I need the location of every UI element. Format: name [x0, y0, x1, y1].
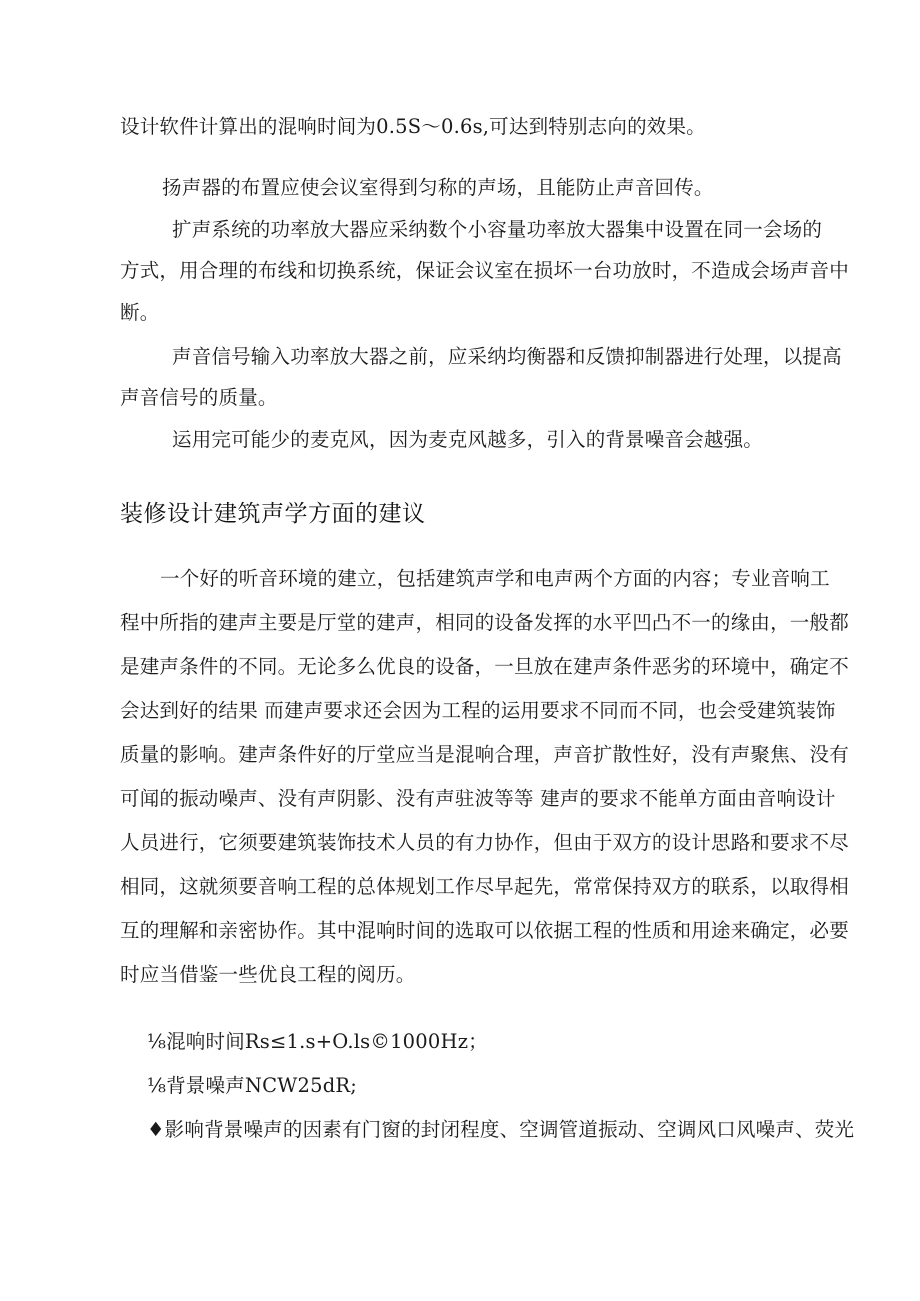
- body-line-9: 互的理解和亲密协作。其中混响时间的选取可以依据工程的性质和用途来确定，必要: [120, 919, 849, 942]
- body-line-8: 相同，这就须要音响工程的总体规划工作尽早起先，常常保持双方的联系，以取得相: [120, 875, 849, 898]
- intro-line-1: 设计软件计算出的混响时间为0.5S～0.6s,可达到特别志向的效果。: [120, 115, 706, 138]
- intro-line-6: 声音信号输入功率放大器之前，应采纳均衡器和反馈抑制器进行处理，以提高: [172, 345, 842, 368]
- intro-line-8: 运用完可能少的麦克风，因为麦克风越多，引入的背景噪音会越强。: [172, 428, 764, 451]
- section-heading: 装修设计建筑声学方面的建议: [120, 501, 426, 527]
- body-line-7: 人员进行，它须要建筑装饰技术人员的有力协作，但由于双方的设计思路和要求不尽: [120, 831, 849, 854]
- list-item-reverb: ⅛混响时间Rs≤1.s+O.ls©1000Hz；: [147, 1030, 488, 1053]
- intro-line-4: 方式，用合理的布线和切换系统，保证会议室在损坏一台功放时，不造成会场声音中: [120, 259, 849, 282]
- body-line-5: 质量的影响。建声条件好的厅堂应当是混响合理，声音扩散性好，没有声聚焦、没有: [120, 743, 849, 766]
- intro-line-3: 扩声系统的功率放大器应采纳数个小容量功率放大器集中设置在同一会场的: [172, 218, 823, 241]
- intro-line-5: 断。: [120, 301, 160, 324]
- intro-line-2: 扬声器的布置应使会议室得到匀称的声场，且能防止声音回传。: [162, 176, 714, 199]
- body-line-4: 会达到好的结果 而建声要求还会因为工程的运用要求不同而不同，也会受建筑装饰: [120, 699, 836, 722]
- body-line-3: 是建声条件的不同。无论多么优良的设备，一旦放在建声条件恶劣的环境中，确定不: [120, 655, 849, 678]
- list-item-noise: ⅛背景噪声NCW25dR;: [147, 1074, 358, 1097]
- list-item-factors: ♦影响背景噪声的因素有门窗的封闭程度、空调管道振动、空调风口风噪声、荧光: [147, 1118, 855, 1141]
- intro-line-7: 声音信号的质量。: [120, 386, 278, 409]
- body-line-2: 程中所指的建声主要是厅堂的建声，相同的设备发挥的水平凹凸不一的缘由，一般都: [120, 611, 849, 634]
- body-line-1: 一个好的听音环境的建立，包括建筑声学和电声两个方面的内容；专业音响工: [160, 567, 830, 590]
- body-line-6: 可闻的振动噪声、没有声阴影、没有声驻波等等 建声的要求不能单方面由音响设计: [120, 787, 836, 810]
- body-line-10: 时应当借鉴一些优良工程的阅历。: [120, 963, 416, 986]
